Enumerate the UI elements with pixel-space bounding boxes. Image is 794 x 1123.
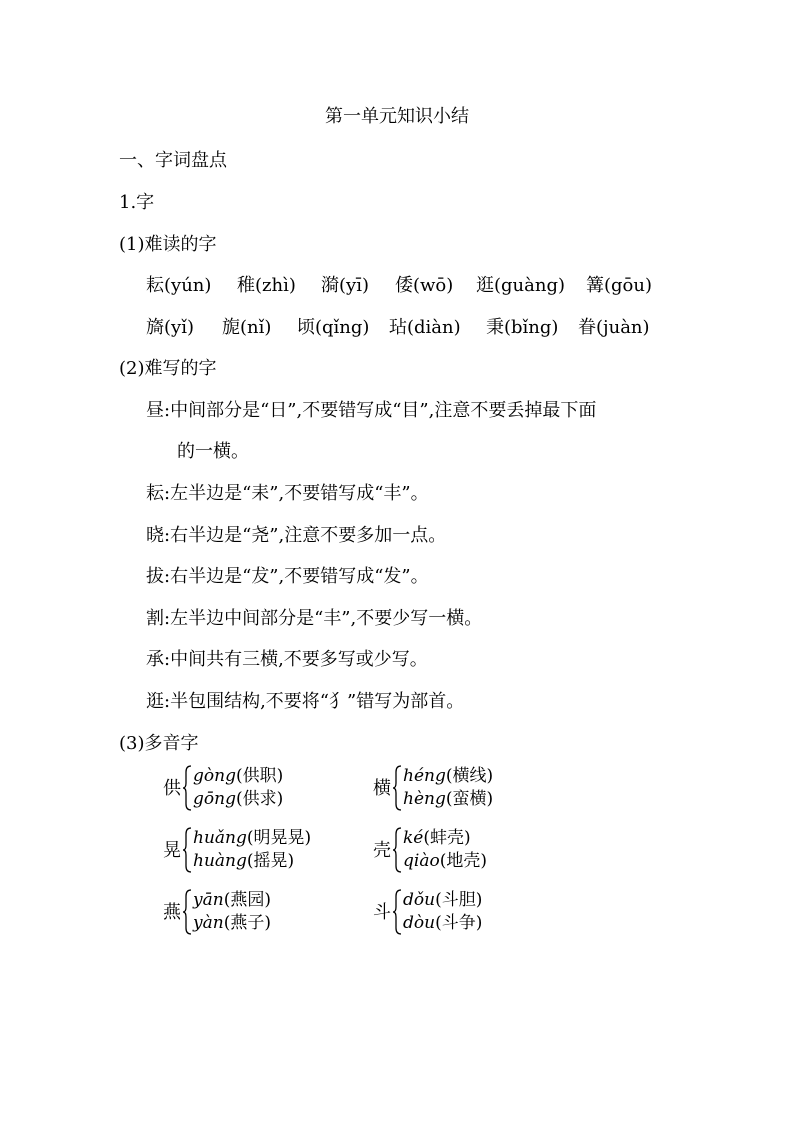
polyphone-entry — [163, 826, 343, 876]
hard-write-note: 割:左半边中间部分是“丰”,不要少写一横。 — [146, 608, 483, 629]
polyphone-char: 晃 — [163, 840, 181, 861]
polyphone-reading: yān(燕园) — [193, 890, 271, 910]
polyphone-reading: gòng(供职) — [193, 766, 284, 786]
polyphone-reading: hèng(蛮横) — [403, 789, 494, 809]
polyphone-entry — [373, 888, 533, 938]
brace-icon — [392, 888, 402, 936]
polyphone-reading: ké(蚌壳) — [403, 828, 471, 848]
hard-read-item: 玷(diàn) — [389, 317, 461, 338]
hard-read-item: 顷(qǐng) — [297, 317, 370, 338]
polyphone-reading: huàng(摇晃) — [193, 851, 295, 871]
hard-write-note: 耘:左半边是“耒”,不要错写成“丰”。 — [146, 483, 429, 504]
hard-read-item: 漪(yī) — [321, 275, 369, 296]
hard-read-item: 篝(gōu) — [586, 275, 652, 296]
polyphone-char: 斗 — [373, 902, 391, 923]
hard-write-note: 拔:右半边是“犮”,不要错写成“发”。 — [146, 566, 429, 587]
page-title: 第一单元知识小结 — [325, 106, 469, 127]
polyphone-char: 横 — [373, 778, 391, 799]
hard-write-note: 昼:中间部分是“日”,不要错写成“目”,注意不要丢掉最下面 — [146, 400, 597, 421]
hard-read-item: 秉(bǐng) — [486, 317, 559, 338]
subheading-characters: 1.字 — [119, 192, 155, 213]
polyphone-reading: héng(横线) — [403, 766, 494, 786]
brace-icon — [182, 826, 192, 874]
polyphone-entry — [373, 826, 533, 876]
brace-icon — [392, 826, 402, 874]
polyphone-char: 壳 — [373, 840, 391, 861]
hard-read-item: 眷(juàn) — [578, 317, 650, 338]
polyphone-entry — [163, 888, 323, 938]
polyphone-reading: gōng(供求) — [193, 789, 284, 809]
hard-write-note: 的一横。 — [177, 441, 249, 462]
polyphone-entry — [163, 764, 323, 814]
polyphone-reading: qiào(地壳) — [403, 851, 487, 871]
hard-read-item: 旖(yǐ) — [146, 317, 194, 338]
hard-read-item: 耘(yún) — [146, 275, 212, 296]
hard-write-note: 晓:右半边是“尧”,注意不要多加一点。 — [146, 525, 447, 546]
subheading-hard-to-read: (1)难读的字 — [119, 234, 217, 255]
polyphone-reading: huǎng(明晃晃) — [193, 828, 312, 848]
brace-icon — [182, 888, 192, 936]
subheading-hard-to-write: (2)难写的字 — [119, 358, 217, 379]
brace-icon — [392, 764, 402, 812]
hard-write-note: 逛:半包围结构,不要将“犭”错写为部首。 — [146, 691, 465, 712]
polyphone-entry — [373, 764, 533, 814]
polyphone-char: 燕 — [163, 902, 181, 923]
polyphone-char: 供 — [163, 778, 181, 799]
polyphone-reading: dǒu(斗胆) — [403, 890, 483, 910]
hard-write-note: 承:中间共有三横,不要多写或少写。 — [146, 649, 428, 670]
hard-read-item: 倭(wō) — [395, 275, 454, 296]
hard-read-item: 旎(nǐ) — [222, 317, 272, 338]
section-heading-word-review: 一、字词盘点 — [119, 150, 227, 171]
hard-read-item: 稚(zhì) — [237, 275, 296, 296]
hard-read-item: 逛(guàng) — [476, 275, 566, 296]
polyphone-reading: dòu(斗争) — [403, 913, 483, 933]
brace-icon — [182, 764, 192, 812]
subheading-polyphones: (3)多音字 — [119, 733, 199, 754]
polyphone-reading: yàn(燕子) — [193, 913, 271, 933]
